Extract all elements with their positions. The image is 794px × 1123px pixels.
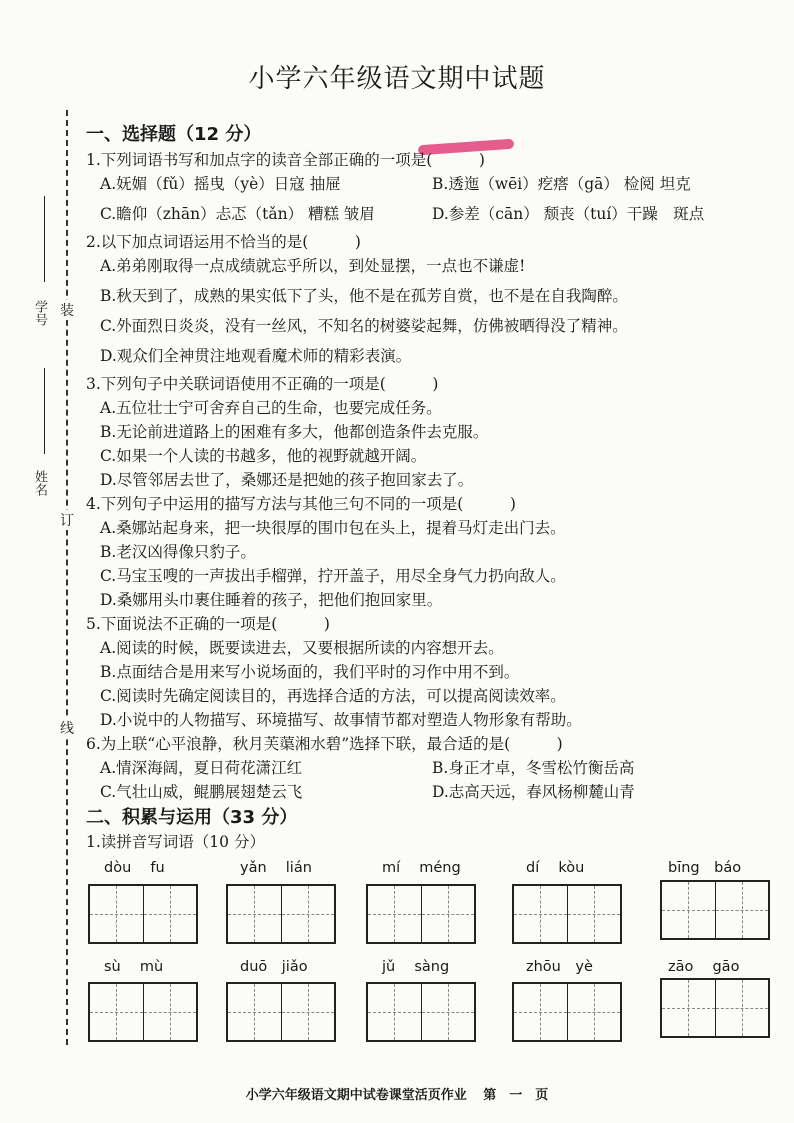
answer-grid-duojiao[interactable]	[226, 982, 336, 1042]
page-footer	[0, 1084, 794, 1103]
binding-mark-zhuang: 装	[60, 300, 74, 320]
pinyin-zaogao: zāo gāo	[668, 959, 740, 975]
question-3-stem: 3.下列句子中关联词语使用不正确的一项是( )	[86, 375, 439, 393]
question-5-stem: 5.下面说法不正确的一项是( )	[86, 615, 330, 633]
question-5-option-a: A.阅读的时候，既要读进去，又要根据所读的内容想开去。	[100, 639, 504, 657]
question-2-option-d: D.观众们全神贯注地观看魔术师的精彩表演。	[100, 347, 412, 365]
question-6-option-d: D.志高天远，春风杨柳麓山青	[432, 783, 635, 801]
student-id-blank	[44, 196, 45, 282]
answer-grid-yanlian[interactable]	[226, 884, 336, 944]
footer-text: 小学六年级语文期中试卷课堂活页作业	[245, 1088, 467, 1103]
pinyin-mimeng: mí méng	[382, 860, 461, 876]
answer-grid-jusang[interactable]	[366, 982, 476, 1042]
student-id-label: 学号	[32, 300, 47, 326]
pinyin-zhouye: zhōu yè	[526, 959, 593, 975]
question-4-option-d: D.桑娜用头巾裹住睡着的孩子，把他们抱回家里。	[100, 591, 443, 609]
question-1-option-b: B.透迤（wēi）疙瘩（gā） 检阅 坦克	[432, 175, 691, 193]
question-1-option-d: D.参差（cān） 颓丧（tuí）干躁 斑点	[432, 205, 705, 223]
question-4-option-a: A.桑娜站起身来，把一块很厚的围巾包在头上，提着马灯走出门去。	[100, 519, 566, 537]
question-1-option-c: C.瞻仰（zhān）忐忑（tǎn） 糟糕 皱眉	[100, 205, 375, 223]
question-4-option-b: B.老汉凶得像只豹子。	[100, 543, 256, 561]
section2-sub1-title: 1.读拼音写词语（10 分）	[86, 833, 265, 851]
answer-grid-doufu[interactable]	[88, 884, 198, 944]
question-6-option-a: A.情深海阔，夏日荷花潇江红	[100, 759, 303, 777]
section2-title: 二、积累与运用（33 分）	[86, 807, 298, 828]
question-1-option-a: A.妩媚（fǔ）摇曳（yè）日寇 抽屉	[100, 175, 341, 193]
binding-mark-xian: 线	[60, 718, 74, 738]
question-5-option-d: D.小说中的人物描写、环境描写、故事情节都对塑造人物形象有帮助。	[100, 711, 582, 729]
student-name-blank	[44, 368, 45, 454]
answer-grid-mimeng[interactable]	[366, 884, 476, 944]
binding-mark-ding: 订	[60, 510, 74, 530]
pinyin-jusang: jǔ sàng	[382, 959, 450, 975]
answer-grid-zaogao[interactable]	[660, 978, 770, 1038]
question-3-option-a: A.五位壮士宁可舍弃自己的生命，也要完成任务。	[100, 399, 442, 417]
question-4-stem: 4.下列句子中运用的描写方法与其他三句不同的一项是( )	[86, 495, 516, 513]
pinyin-doufu: dòu fu	[104, 860, 165, 876]
binding-line	[66, 110, 68, 1045]
question-3-option-d: D.尽管邻居去世了，桑娜还是把她的孩子抱回家去了。	[100, 471, 474, 489]
question-5-option-b: B.点面结合是用来写小说场面的，我们平时的习作中用不到。	[100, 663, 520, 681]
question-6-option-c: C.气壮山威，鲲鹏展翅楚云飞	[100, 783, 303, 801]
question-2-option-a: A.弟弟刚取得一点成绩就忘乎所以，到处显摆，一点也不谦虚!	[100, 257, 526, 275]
question-2-stem: 2.以下加点词语运用不恰当的是( )	[86, 233, 361, 251]
answer-grid-sumu[interactable]	[88, 982, 198, 1042]
question-2-option-b: B.秋天到了，成熟的果实低下了头，他不是在孤芳自赏，也不是在自我陶醉。	[100, 287, 628, 305]
question-2-option-c: C.外面烈日炎炎，没有一丝风，不知名的树婆娑起舞，仿佛被晒得没了精神。	[100, 317, 628, 335]
footer-page-number: 第 一 页	[483, 1088, 549, 1103]
question-3-option-c: C.如果一个人读的书越多，他的视野就越开阔。	[100, 447, 427, 465]
pinyin-bingbao: bīng báo	[668, 860, 742, 876]
answer-grid-zhouye[interactable]	[512, 982, 622, 1042]
question-4-option-c: C.马宝玉嗖的一声拔出手榴弹，拧开盖子，用尽全身气力扔向敌人。	[100, 567, 566, 585]
answer-grid-bingbao[interactable]	[660, 880, 770, 940]
pinyin-sumu: sù mù	[104, 959, 164, 975]
question-6-option-b: B.身正才卓，冬雪松竹衡岳高	[432, 759, 635, 777]
pinyin-dikou: dí kòu	[526, 860, 585, 876]
question-5-option-c: C.阅读时先确定阅读目的，再选择合适的方法，可以提高阅读效率。	[100, 687, 566, 705]
section1-title: 一、选择题（12 分）	[86, 124, 262, 145]
page-title: 小学六年级语文期中试题	[248, 64, 546, 94]
pinyin-duojiao: duō jiǎo	[240, 959, 308, 975]
question-3-option-b: B.无论前进道路上的困难有多大，他都创造条件去克服。	[100, 423, 489, 441]
pinyin-yanlian: yǎn lián	[240, 860, 312, 876]
question-1-stem: 1.下列词语书写和加点字的读音全部正确的一项是( )	[86, 151, 485, 169]
student-name-label: 姓名	[32, 470, 47, 496]
answer-grid-dikou[interactable]	[512, 884, 622, 944]
question-6-stem: 6.为上联“心平浪静，秋月芙蕖湘水碧”选择下联，最合适的是( )	[86, 735, 563, 753]
